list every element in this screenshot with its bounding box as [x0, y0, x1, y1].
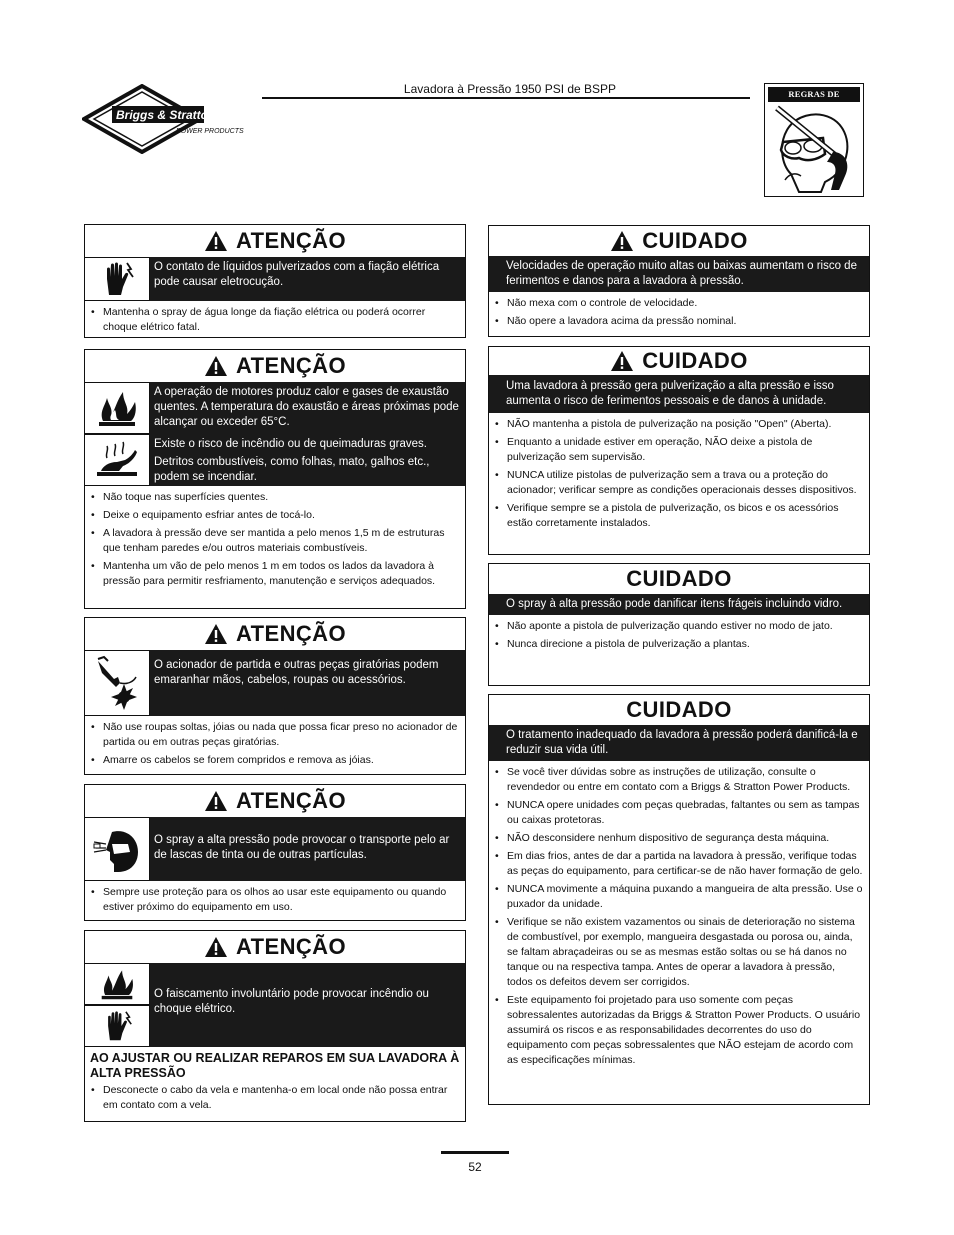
- heading-text: ATENÇÃO: [236, 353, 346, 378]
- list-item: • Deixe o equipamento esfriar antes de tocá-lo.: [103, 508, 459, 523]
- warning-panel-entanglement: [84, 617, 466, 775]
- hazard-text: Existe o risco de incêndio ou de queimaduras graves. Detritos combustíveis, como folhas, mato, galhos etc., podem se incendiar.: [154, 438, 430, 483]
- safety-rules-label: REGRAS DE SEGURANÇA: [768, 87, 860, 102]
- panel-heading: [85, 225, 465, 257]
- hazard-row: [85, 963, 465, 1047]
- warning-triangle-icon: [610, 230, 634, 252]
- eye-protection-icon: [84, 817, 150, 881]
- list-item: • Verifique sempre se a pistola de pulverização, os bicos e os acessórios estão corretamente instalados.: [507, 501, 863, 531]
- safety-rules-badge: [764, 83, 864, 197]
- heading-text: CUIDADO: [626, 697, 732, 722]
- hazard-row: [85, 382, 465, 434]
- list-item: • Em dias frios, antes de dar a partida na lavadora à pressão, verifique todas as peças do equipamento, para certificar-se de não haver formação de gelo.: [507, 849, 863, 879]
- panel-heading: [489, 226, 869, 256]
- list-item: • A lavadora à pressão deve ser mantida a pelo menos 1,5 m de estruturas que tenham paredes e/ou outros materiais combustíveis.: [103, 526, 459, 556]
- panel-heading: [85, 618, 465, 650]
- goggles-spray-gun-icon: [771, 104, 859, 194]
- list-item: • Não mexa com o controle de velocidade.: [507, 296, 863, 311]
- hazard-row: [85, 434, 465, 486]
- list-item: • Mantenha um vão de pelo menos 1 m em todos os lados da lavadora à pressão para permitir resfriamento, manutenção e serviços adequados.: [103, 559, 459, 589]
- hazard-text: O faiscamento involuntário pode provocar incêndio ou choque elétrico.: [154, 988, 429, 1015]
- caution-panel-improper-handling: [488, 694, 870, 1105]
- hot-surface-hand-icon: [84, 434, 150, 486]
- repair-subheading: AO AJUSTAR OU REALIZAR REPAROS EM SUA LAVADORA À ALTA PRESSÃO: [90, 1051, 460, 1080]
- bullet-list: [85, 1081, 465, 1122]
- heading-text: ATENÇÃO: [236, 788, 346, 813]
- list-item: • NUNCA utilize pistolas de pulverização sem a trava ou a proteção do acionador; verificar sempre as condições operacionais desses dispositivos.: [507, 468, 863, 498]
- list-item: • Não opere a lavadora acima da pressão nominal.: [507, 314, 863, 329]
- list-item: • Não toque nas superfícies quentes.: [103, 490, 459, 505]
- caution-band: Uma lavadora à pressão gera pulverização a alta pressão e isso aumenta o risco de ferimentos pessoais e de danos à unidade.: [489, 375, 869, 413]
- list-item: • Não use roupas soltas, jóias ou nada que possa ficar preso no acionador de partida ou em outras peças giratórias.: [103, 720, 459, 750]
- bullet-list: [85, 301, 465, 344]
- electric-hand-icon: [84, 257, 150, 301]
- list-item: • NÃO mantenha a pistola de pulverização na posição "Open" (Aberta).: [507, 417, 863, 432]
- list-item: • NUNCA opere unidades com peças quebradas, faltantes ou sem as tampas ou caixas protetoras.: [507, 798, 863, 828]
- list-item: • Desconecte o cabo da vela e mantenha-o em local onde não possa entrar em contato com a vela.: [103, 1083, 459, 1113]
- fire-icon: [84, 963, 150, 1005]
- briggs-stratton-logo: [82, 84, 254, 154]
- bullet-list: [489, 413, 869, 540]
- bullet-list: [489, 615, 869, 661]
- warning-triangle-icon: [610, 350, 634, 372]
- list-item: • Não aponte a pistola de pulverização quando estiver no modo de jato.: [507, 619, 863, 634]
- hazard-row: [85, 817, 465, 881]
- heading-text: ATENÇÃO: [236, 621, 346, 646]
- page-header-title: Lavadora à Pressão 1950 PSI de BSPP: [403, 82, 617, 96]
- list-item: • Mantenha o spray de água longe da fiação elétrica ou poderá ocorrer choque elétrico fatal.: [103, 305, 459, 335]
- warning-panel-sparking: [84, 930, 466, 1122]
- panel-heading: [489, 347, 869, 375]
- list-item: • Verifique se não existem vazamentos ou sinais de deterioração no sistema de combustível, por exemplo, mangueira desgastada ou porosa ou, ainda, se faltam abraçadeiras ou se as mesmas estão soltas ou se há danos no tanque ou na respectiva tampa. Antes de operar a lavadora à pressão, todos os defeitos devem ser corrigidos.: [507, 915, 863, 990]
- caution-panel-high-pressure: [488, 346, 870, 555]
- list-item: • NÃO desconsidere nenhum dispositivo de segurança desta máquina.: [507, 831, 863, 846]
- hazard-row: [85, 650, 465, 716]
- hazard-text: O contato de líquidos pulverizados com a fiação elétrica pode causar eletrocução.: [154, 261, 440, 288]
- bullet-list: [489, 761, 869, 1077]
- warning-panel-electrocution: [84, 224, 466, 338]
- list-item: • Enquanto a unidade estiver em operação, NÃO deixe a pistola de pulverização sem supervisão.: [507, 435, 863, 465]
- caution-band: O spray à alta pressão pode danificar itens frágeis incluindo vidro.: [489, 594, 869, 615]
- panel-heading: [489, 564, 869, 594]
- panel-heading: [489, 695, 869, 725]
- icon-stack: [84, 963, 150, 1047]
- entanglement-icon: [84, 650, 150, 716]
- list-item: • Nunca direcione a pistola de pulverização a plantas.: [507, 637, 863, 652]
- panel-heading: [85, 785, 465, 817]
- hazard-text: O spray a alta pressão pode provocar o transporte pelo ar de lascas de tinta ou de outras partículas.: [154, 834, 450, 861]
- warning-triangle-icon: [204, 230, 228, 252]
- caution-band: Velocidades de operação muito altas ou baixas aumentam o risco de ferimentos e danos para a lavadora à pressão.: [489, 256, 869, 292]
- caution-panel-fragile-items: [488, 563, 870, 686]
- panel-heading: [85, 931, 465, 963]
- heading-text: CUIDADO: [642, 348, 748, 373]
- warning-triangle-icon: [204, 790, 228, 812]
- hazard-text: A operação de motores produz calor e gases de exaustão quentes. A temperatura do exaustão e áreas próximas pode alcançar ou exceder 65°C.: [154, 386, 459, 428]
- heading-text: ATENÇÃO: [236, 228, 346, 253]
- heading-text: CUIDADO: [626, 566, 732, 591]
- list-item: • Se você tiver dúvidas sobre as instruções de utilização, consulte o revendedor ou entre em contato com a Briggs & Stratton Power Products.: [507, 765, 863, 795]
- bullet-list: [85, 716, 465, 777]
- electric-hand-icon: [84, 1005, 150, 1047]
- page-number-rule: [441, 1151, 509, 1154]
- hazard-text: O acionador de partida e outras peças giratórias podem emaranhar mãos, cabelos, roupas ou acessórios.: [154, 659, 439, 686]
- list-item: • Este equipamento foi projetado para uso somente com peças sobressalentes autorizadas da Briggs & Stratton Power Products. O usuário assumirá os riscos e as responsabilidades decorrentes do uso do equipamento com peças sobressalentes que NÃO estejam de acordo com as especificações mínimas.: [507, 993, 863, 1068]
- caution-panel-speed: [488, 225, 870, 337]
- heading-text: ATENÇÃO: [236, 934, 346, 959]
- heading-text: CUIDADO: [642, 228, 748, 253]
- warning-panel-fire-burn: [84, 349, 466, 609]
- header-rule: [262, 97, 750, 99]
- warning-panel-eye-protection: [84, 784, 466, 921]
- warning-triangle-icon: [204, 623, 228, 645]
- logo-brand-text: Briggs & Stratton: [116, 108, 216, 122]
- caution-band: O tratamento inadequado da lavadora à pressão poderá danificá-la e reduzir sua vida útil.: [489, 725, 869, 761]
- warning-triangle-icon: [204, 936, 228, 958]
- bullet-list: [85, 881, 465, 924]
- fire-icon: [84, 382, 150, 434]
- hazard-row: [85, 257, 465, 301]
- list-item: • NUNCA movimente a máquina puxando a mangueira de alta pressão. Use o puxador da unidade.: [507, 882, 863, 912]
- bullet-list: [85, 486, 465, 598]
- page-number: 52: [468, 1160, 482, 1174]
- warning-triangle-icon: [204, 355, 228, 377]
- list-item: • Amarre os cabelos se forem compridos e remova as jóias.: [103, 753, 459, 768]
- logo-sub-text: POWER PRODUCTS: [176, 128, 244, 135]
- panel-heading: [85, 350, 465, 382]
- list-item: • Sempre use proteção para os olhos ao usar este equipamento ou quando estiver próximo do equipamento em uso.: [103, 885, 459, 915]
- bullet-list: [489, 292, 869, 338]
